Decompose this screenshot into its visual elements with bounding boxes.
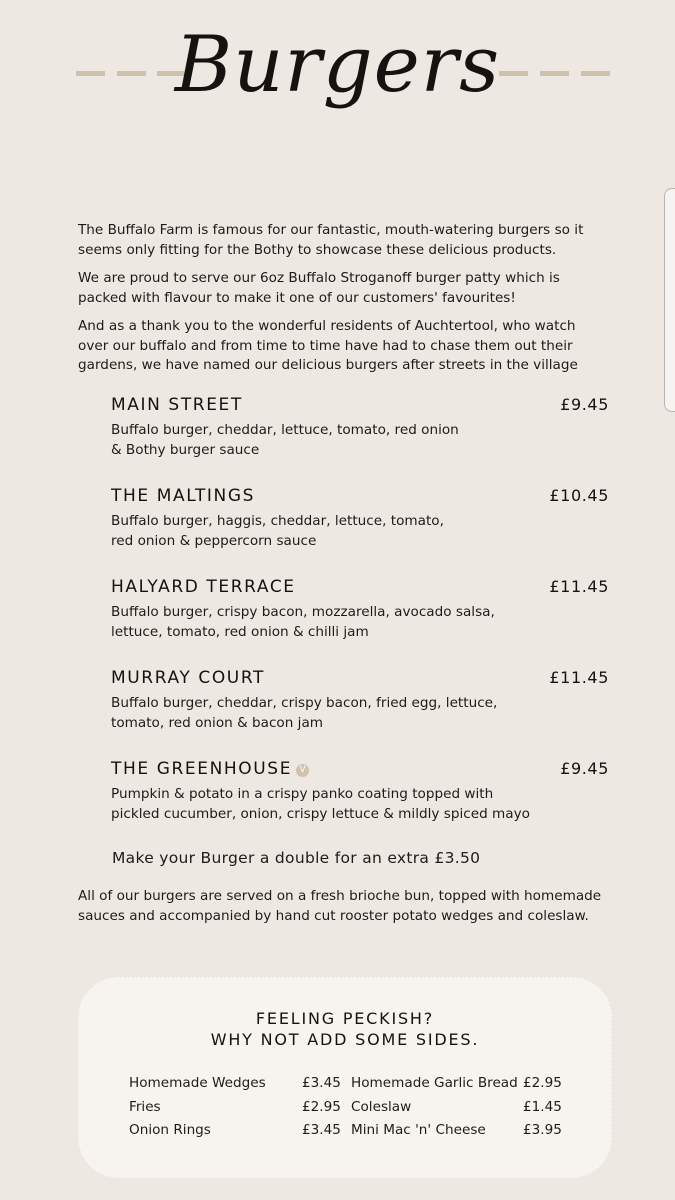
item-description-line: tomato, red onion & bacon jam: [111, 714, 324, 731]
item-price: £11.45: [549, 668, 609, 687]
side-name: Mini Mac 'n' Cheese: [351, 1122, 486, 1138]
side-price: £3.95: [523, 1122, 562, 1138]
side-name: Onion Rings: [129, 1122, 211, 1138]
item-price: £10.45: [549, 486, 609, 505]
burger-menu: [111, 394, 609, 849]
item-description: [111, 694, 511, 733]
menu-item: [111, 485, 609, 576]
intro-paragraph: We are proud to serve our 6oz Buffalo Stroganoff burger patty which is packed with flavour to make it one of our customers' favourites!: [78, 270, 560, 306]
item-description-line: pickled cucumber, onion, crispy lettuce & mildly spiced mayo: [111, 805, 530, 822]
page-header: [0, 0, 675, 150]
side-item: [351, 1096, 566, 1120]
item-description: [111, 512, 511, 551]
menu-item: [111, 758, 609, 849]
sides-title: [84, 1008, 606, 1050]
sides-title-line: FEELING PECKISH?: [255, 1009, 435, 1028]
item-price: £9.45: [560, 759, 609, 778]
item-description: [111, 785, 531, 824]
item-name: MURRAY COURT: [111, 668, 265, 688]
sides-right-column: [351, 1072, 566, 1143]
item-description-line: Buffalo burger, crispy bacon, mozzarella, avocado salsa,: [111, 604, 495, 620]
item-name: THE GREENHOUSE: [111, 759, 293, 779]
menu-item: [111, 576, 609, 667]
side-price: £2.95: [523, 1075, 562, 1091]
intro-text: [78, 221, 608, 385]
side-price: £3.45: [302, 1075, 341, 1091]
sides-left-column: [129, 1072, 339, 1143]
item-description: [111, 603, 511, 642]
side-price: £3.45: [302, 1122, 341, 1138]
item-description-line: Buffalo burger, cheddar, crispy bacon, fried egg, lettuce,: [111, 695, 498, 711]
item-description-line: Buffalo burger, haggis, cheddar, lettuce, tomato,: [111, 513, 444, 529]
side-price: £1.45: [523, 1098, 562, 1115]
side-item: [129, 1096, 339, 1120]
side-item: [351, 1072, 566, 1096]
menu-item: [111, 667, 609, 758]
side-item: [129, 1072, 339, 1096]
item-description-line: Pumpkin & potato in a crispy panko coating topped with: [111, 786, 494, 802]
vegetarian-badge-icon: V: [296, 764, 309, 777]
item-description-line: Buffalo burger, cheddar, lettuce, tomato, red onion: [111, 422, 459, 438]
sides-title-line: WHY NOT ADD SOME SIDES.: [210, 1030, 480, 1049]
page-title: Burgers: [174, 20, 501, 110]
side-name: Fries: [129, 1098, 161, 1115]
item-price: £9.45: [560, 395, 609, 414]
item-name: HALYARD TERRACE: [111, 577, 296, 597]
side-price: £2.95: [302, 1098, 341, 1115]
item-name: MAIN STREET: [111, 395, 243, 415]
item-description-line: lettuce, tomato, red onion & chilli jam: [111, 623, 369, 640]
side-name: Homemade Wedges: [129, 1075, 266, 1091]
side-name: Homemade Garlic Bread: [351, 1075, 518, 1091]
menu-item: [111, 394, 609, 485]
scroll-handle[interactable]: [664, 188, 675, 412]
footnote: All of our burgers are served on a fresh brioche bun, topped with homemade sauces and accompanied by hand cut rooster potato wedges and coleslaw.: [78, 888, 602, 924]
item-price: £11.45: [549, 577, 609, 596]
side-item: [129, 1119, 339, 1143]
item-name: THE MALTINGS: [111, 486, 256, 506]
item-description-line: red onion & peppercorn sauce: [111, 532, 317, 549]
item-description-line: & Bothy burger sauce: [111, 441, 260, 458]
side-name: Coleslaw: [351, 1098, 412, 1115]
double-offer: Make your Burger a double for an extra £3.50: [112, 849, 481, 867]
side-item: [351, 1119, 566, 1143]
intro-paragraph: And as a thank you to the wonderful residents of Auchtertool, who watch over our buffalo and from time to time have had to chase them out their gardens, we have named our delicious burgers after streets in the village: [78, 318, 578, 373]
sides-panel: [84, 983, 606, 1172]
item-description: [111, 421, 511, 460]
intro-paragraph: The Buffalo Farm is famous for our fantastic, mouth-watering burgers so it seems only fitting for the Bothy to showcase these delicious products.: [78, 222, 584, 258]
